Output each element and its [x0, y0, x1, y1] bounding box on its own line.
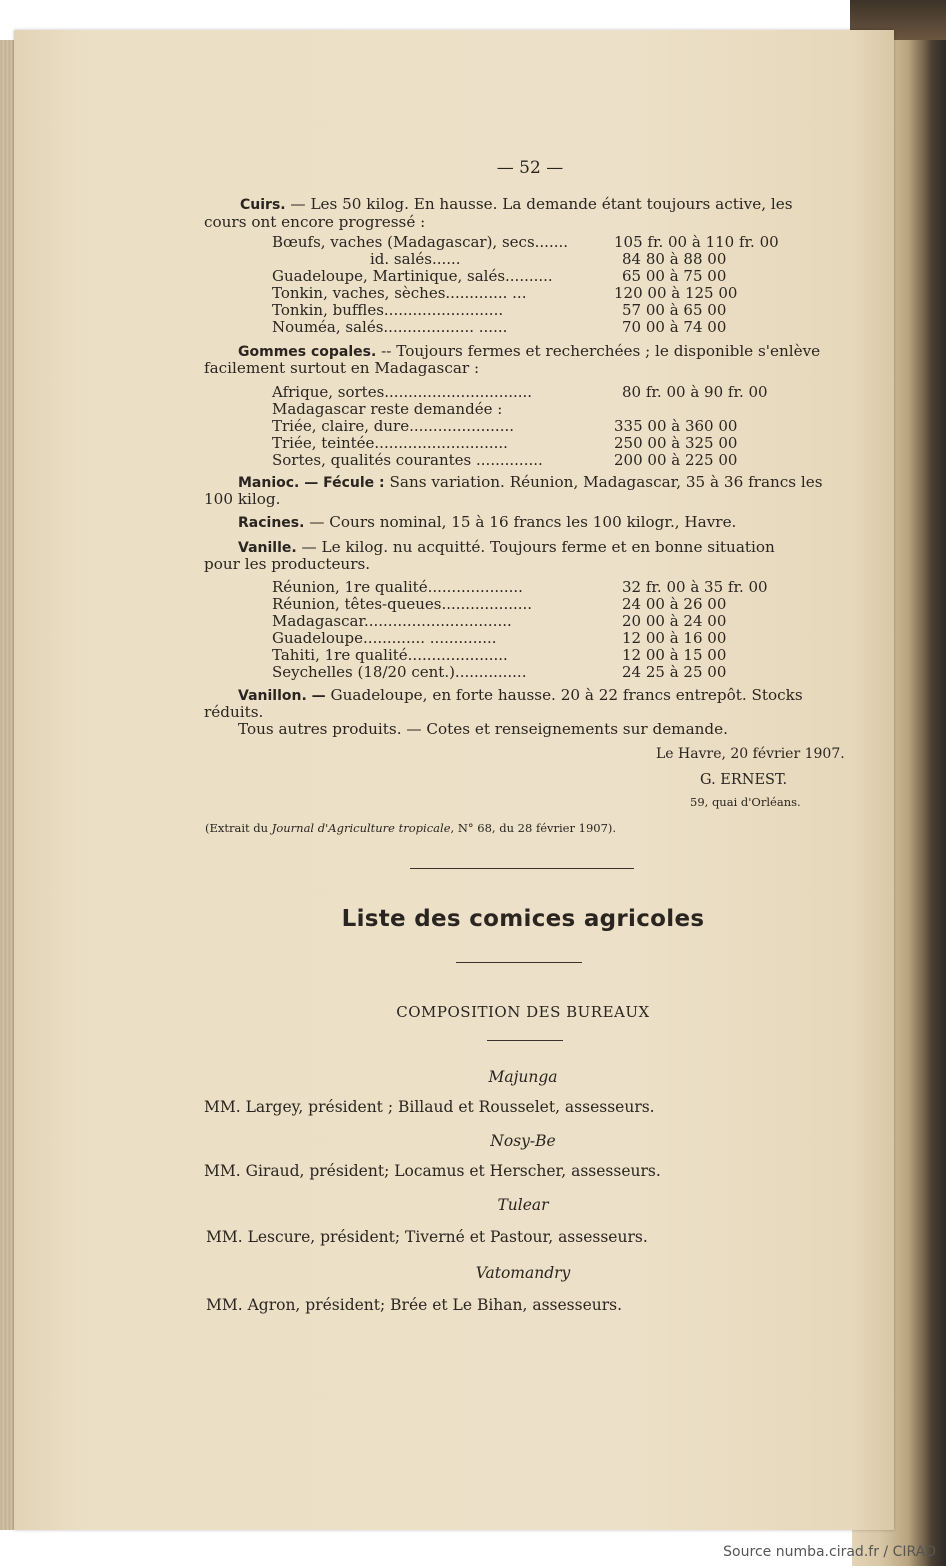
title-underline [456, 962, 582, 963]
cuirs-row-price: 65 00 à 75 00 [622, 267, 727, 285]
autres-produits: Tous autres produits. — Cotes et renseignements sur demande. [238, 720, 728, 738]
vanille-row-name: Seychelles (18/20 cent.)............... [272, 663, 527, 681]
vanille-row-name: Guadeloupe............. .............. [272, 629, 497, 647]
vanille-row-price: 24 00 à 26 00 [622, 595, 727, 613]
manioc-line-1: Sans variation. Réunion, Madagascar, 35 à 36 francs les [384, 473, 823, 491]
cuirs-row-price: 70 00 à 74 00 [622, 318, 727, 336]
gommes-row-price: 335 00 à 360 00 [614, 417, 738, 435]
vanillon-paragraph [238, 686, 803, 704]
cuirs-row-name: Tonkin, buffles......................... [272, 301, 504, 319]
signature-address: 59, quai d'Orléans. [690, 795, 801, 809]
cuirs-row-name: Bœufs, vaches (Madagascar), secs....... [272, 233, 569, 251]
comice-city: Majunga [488, 1068, 558, 1086]
vanillon-line-2: réduits. [204, 703, 264, 721]
comice-members: MM. Largey, président ; Billaud et Rousselet, assesseurs. [204, 1098, 655, 1116]
vanille-row-name: Réunion, 1re qualité.................... [272, 578, 523, 596]
vanille-row-price: 12 00 à 15 00 [622, 646, 727, 664]
cuirs-paragraph [240, 195, 793, 213]
cuirs-row-name: Guadeloupe, Martinique, salés.......... [272, 267, 553, 285]
extract-suffix: , N° 68, du 28 février 1907). [450, 821, 617, 835]
racines-line-1: — Cours nominal, 15 à 16 francs les 100 kilogr., Havre. [304, 513, 737, 531]
comice-city: Tulear [497, 1196, 549, 1214]
page-number: — 52 — [496, 158, 564, 178]
extract-note [205, 821, 616, 835]
comice-city: Nosy-Be [490, 1132, 556, 1150]
divider-rule [410, 868, 634, 869]
cuirs-row-name: id. salés...... [370, 250, 461, 268]
gommes-paragraph [238, 342, 820, 360]
vanillon-label: Vanillon. — [238, 688, 326, 704]
subtitle-underline [487, 1040, 563, 1041]
vanille-row-name: Réunion, têtes-queues................... [272, 595, 533, 613]
vanille-row-price: 12 00 à 16 00 [622, 629, 727, 647]
gommes-row-price: 200 00 à 225 00 [614, 451, 738, 469]
gommes-row-name: Triée, teintée............................ [272, 434, 508, 452]
cuirs-row-price: 120 00 à 125 00 [614, 284, 738, 302]
manioc-paragraph [238, 473, 823, 491]
vanille-row-price: 32 fr. 00 à 35 fr. 00 [622, 578, 768, 596]
gommes-row-name: Afrique, sortes............................... [272, 383, 533, 401]
comice-members: MM. Giraud, président; Locamus et Herscher, assesseurs. [204, 1162, 661, 1180]
comice-members: MM. Agron, président; Brée et Le Bihan, assesseurs. [206, 1296, 623, 1314]
vanille-row-name: Tahiti, 1re qualité..................... [272, 646, 508, 664]
gommes-intro-2: facilement surtout en Madagascar : [204, 359, 480, 377]
extract-prefix: (Extrait du [205, 821, 272, 835]
vanille-intro-2: pour les producteurs. [204, 555, 371, 573]
vanille-paragraph [238, 538, 775, 556]
cuirs-row-name: Nouméa, salés................... ...... [272, 318, 508, 336]
gommes-row-name: Triée, claire, dure...................... [272, 417, 514, 435]
section-title: Liste des comices agricoles [341, 906, 705, 932]
racines-paragraph [238, 513, 736, 531]
cuirs-intro-2: cours ont encore progressé : [204, 213, 426, 231]
comice-city: Vatomandry [475, 1264, 571, 1282]
manioc-label: Manioc. — Fécule : [238, 475, 385, 491]
gommes-row-price: 250 00 à 325 00 [614, 434, 738, 452]
vanille-row-price: 24 25 à 25 00 [622, 663, 727, 681]
vanille-intro-1: — Le kilog. nu acquitté. Toujours ferme et en bonne situation [296, 538, 775, 556]
gommes-row-name: Madagascar reste demandée : [272, 400, 503, 418]
cuirs-row-price: 84 80 à 88 00 [622, 250, 727, 268]
source-credit: Source numba.cirad.fr / CIRAD [723, 1544, 936, 1560]
cuirs-intro-1: — Les 50 kilog. En hausse. La demande étant toujours active, les [285, 195, 793, 213]
gommes-label: Gommes copales. [238, 344, 377, 360]
vanille-row-price: 20 00 à 24 00 [622, 612, 727, 630]
signature-place-date: Le Havre, 20 février 1907. [656, 746, 845, 762]
cuirs-row-price: 105 fr. 00 à 110 fr. 00 [614, 233, 779, 251]
vanille-row-name: Madagascar............................... [272, 612, 512, 630]
gommes-row-price: 80 fr. 00 à 90 fr. 00 [622, 383, 768, 401]
comice-members: MM. Lescure, président; Tiverné et Pastour, assesseurs. [206, 1228, 648, 1246]
vanille-label: Vanille. [238, 540, 297, 556]
gommes-intro-1: -- Toujours fermes et recherchées ; le disponible s'enlève [376, 342, 821, 360]
racines-label: Racines. [238, 515, 305, 531]
cuirs-label: Cuirs. [240, 197, 286, 213]
extract-journal: Journal d'Agriculture tropicale [271, 821, 451, 835]
section-subtitle: COMPOSITION DES BUREAUX [396, 1003, 650, 1021]
signature-name: G. ERNEST. [700, 772, 788, 788]
cuirs-row-price: 57 00 à 65 00 [622, 301, 727, 319]
vanillon-line-1: Guadeloupe, en forte hausse. 20 à 22 francs entrepôt. Stocks [325, 686, 803, 704]
gommes-row-name: Sortes, qualités courantes .............. [272, 451, 543, 469]
manioc-line-2: 100 kilog. [204, 490, 281, 508]
cuirs-row-name: Tonkin, vaches, sèches............. ... [272, 284, 527, 302]
